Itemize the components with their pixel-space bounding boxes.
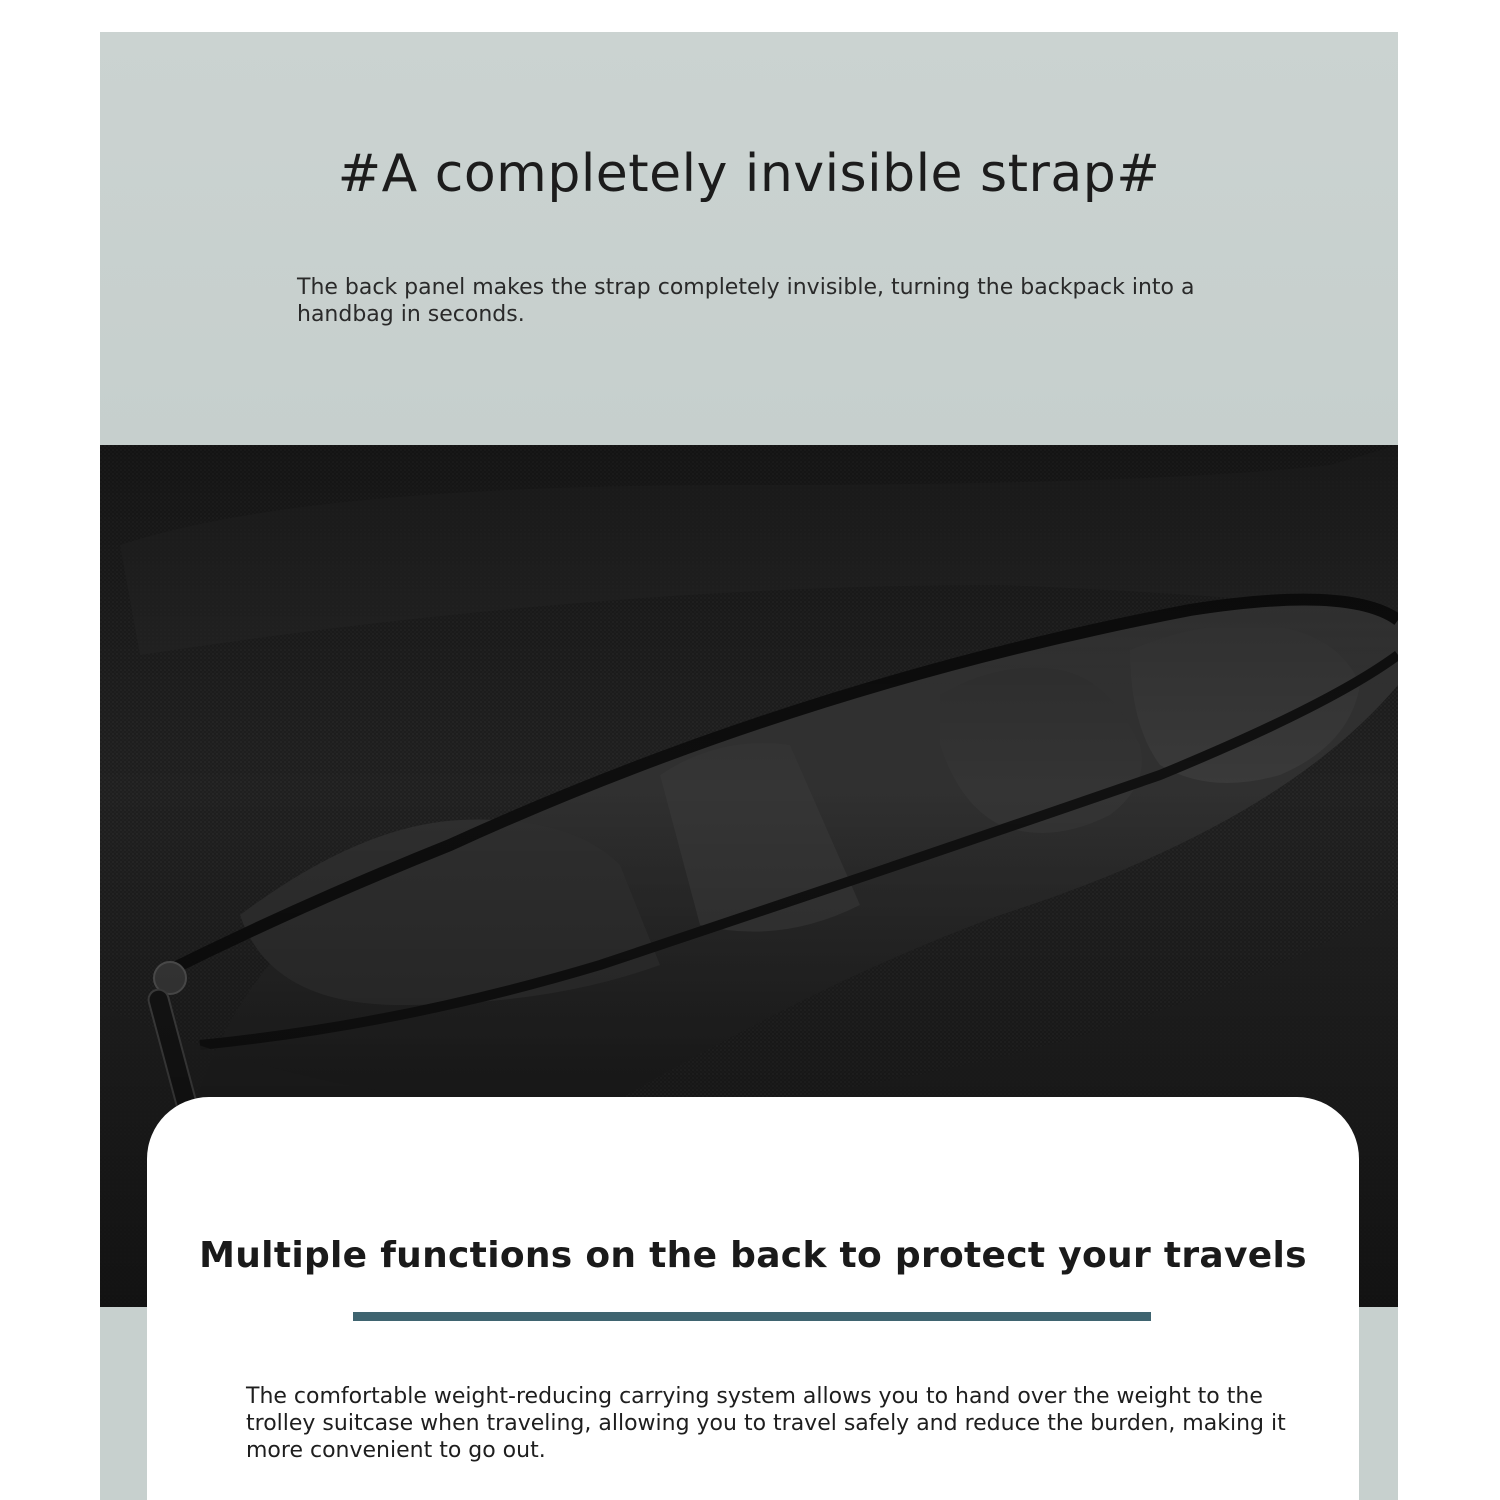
feature-description: The comfortable weight-reducing carrying system allows you to hand over the weight to the trolley suitcase when traveling, allowing you to travel safely and reduce the burden, making it more convenient to go out. [246, 1384, 1286, 1463]
section-description: The back panel makes the strap completely invisible, turning the backpack into a handbag in seconds. [297, 275, 1195, 327]
product-page-panel [100, 32, 1398, 1500]
feature-card [147, 1097, 1359, 1500]
accent-divider [353, 1312, 1151, 1321]
header-section [100, 32, 1398, 445]
feature-title: Multiple functions on the back to protect your travels [199, 1235, 1307, 1276]
section-headline: #A completely invisible strap# [337, 144, 1161, 204]
